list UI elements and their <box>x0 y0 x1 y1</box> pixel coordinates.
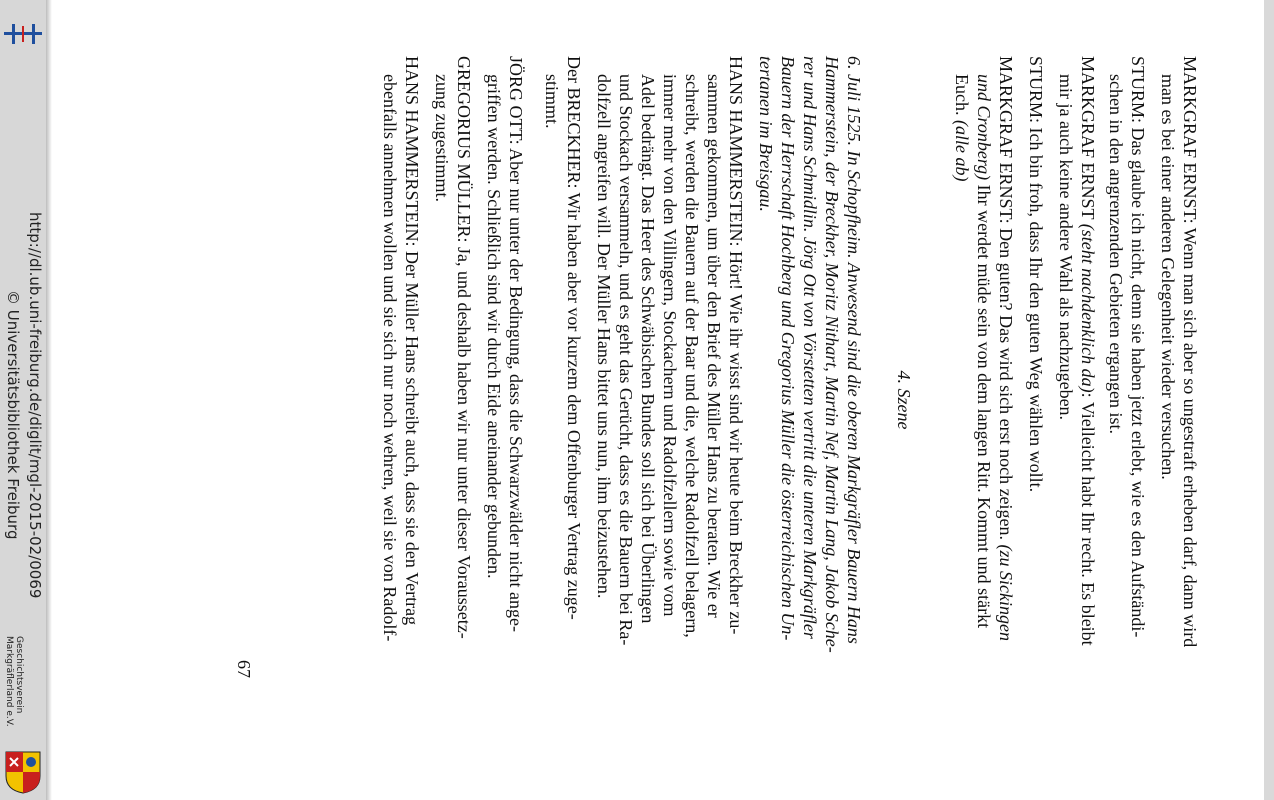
text-line: JÖRG OTT: Aber nur unter der Bedingung, dass die Schwarzwälder nicht ange- <box>506 56 526 632</box>
text-line: HANS HAMMERSTEIN: Hört! Wie ihr wisst sind wir heute beim Breckher zu- <box>726 56 746 635</box>
text-line: MARKGRAF ERNST: Den guten? Das wird sich erst noch zeigen. (zu Sickingen <box>996 56 1016 641</box>
text-line: Euch. (alle ab) <box>952 74 972 182</box>
text-line: GREGORIUS MÜLLER: Ja, und deshalb haben wir nur unter dieser Voraussetz- <box>454 56 474 639</box>
text-line: und Stockach versammeln, und es geht das Gerücht, dass es die Bauern bei Ra- <box>616 74 636 646</box>
footer-url: http://dl.ub.uni-freiburg.de/diglit/mgl-2015-02/0069 <box>26 212 44 599</box>
text-line: STURM: Ich bin froh, dass Ihr den guten Weg wählen wollt. <box>1026 56 1046 493</box>
text-line: STURM: Das glaube ich nicht, denn sie haben jetzt erlebt, wie es den Aufständi- <box>1128 56 1148 638</box>
text-line: stimmt. <box>542 74 562 129</box>
document-page <box>52 0 1264 800</box>
viewer-right-margin <box>1264 0 1274 800</box>
text-line: Der BRECKHER: Wir haben aber vor kurzem dem Offenburger Vertrag zuge- <box>564 56 584 620</box>
text-line: Adel bedrängt. Das Heer des Schwäbischen Bundes soll sich bei Überlingen <box>638 74 658 624</box>
footer-copyright: © Universitätsbibliothek Freiburg <box>4 290 22 540</box>
text-line: immer mehr von den Villingern, Stockachern und Radolfzellern sowie vom <box>660 74 680 617</box>
scene-heading: 4. Szene <box>894 370 914 430</box>
stage-direction-line: Hammerstein, der Breckher, Moritz Nithart, Martin Nef, Martin Lang, Jakob Sche- <box>822 56 842 653</box>
page-number: 67 <box>234 660 254 678</box>
text-line: mir ja auch keine andere Wahl als nachzugeben. <box>1056 74 1076 421</box>
text-line: griffen werden. Schließlich sind wir durch Eide aneinander gebunden. <box>484 74 504 579</box>
footer-society-line1: Geschichtsverein <box>14 636 24 714</box>
text-line: schreibt, werden die Bauern auf der Baar und die, welche Radolfzell belagern, <box>682 74 702 638</box>
footer <box>0 0 46 800</box>
text-line: MARKGRAF ERNST (steht nachdenklich da): Vielleicht habt Ihr recht. Es bleibt <box>1078 56 1098 646</box>
text-line: zung zugestimmt. <box>432 74 452 202</box>
text-line: man es bei einer anderen Gelegenheit wieder versuchen. <box>1158 74 1178 480</box>
stage-direction-line: Bauern der Herrschaft Hochberg und Gregorius Müller die österreichischen Un- <box>778 56 798 641</box>
stage-direction-line: 6. Juli 1525. In Schopfheim. Anwesend sind die oberen Markgräfler Bauern Hans <box>844 56 864 644</box>
footer-society-line2: Markgräflerland e.V. <box>4 636 14 727</box>
text-line: schen in den angrenzenden Gebieten ergangen ist. <box>1106 74 1126 435</box>
stage-direction-line: tertanen im Breisgau. <box>756 56 776 212</box>
text-line: sammen gekommen, um über den Brief des Müller Hans zu beraten. Wie er <box>704 74 724 618</box>
text-line: HANS HAMMERSTEIN: Der Müller Hans schreibt auch, dass sie den Vertrag <box>402 56 422 626</box>
text-line: dolfzell angreifen will. Der Müller Hans bittet uns nun, ihm beizustehen. <box>594 74 614 599</box>
text-line: ebenfalls annehmen wollen und sie sich nur noch wehren, weil sie von Radolf- <box>380 74 400 642</box>
text-line: und Cronberg) Ihr werdet müde sein von dem langen Ritt. Kommt und stärkt <box>974 74 994 629</box>
stage-direction-line: rer und Hans Schmidlin. Jörg Ott von Vörstetten vertritt die unteren Markgräfler <box>800 56 820 639</box>
text-line: MARKGRAF ERNST: Wenn man sich aber so ungestraft erheben darf, dann wird <box>1180 56 1200 648</box>
